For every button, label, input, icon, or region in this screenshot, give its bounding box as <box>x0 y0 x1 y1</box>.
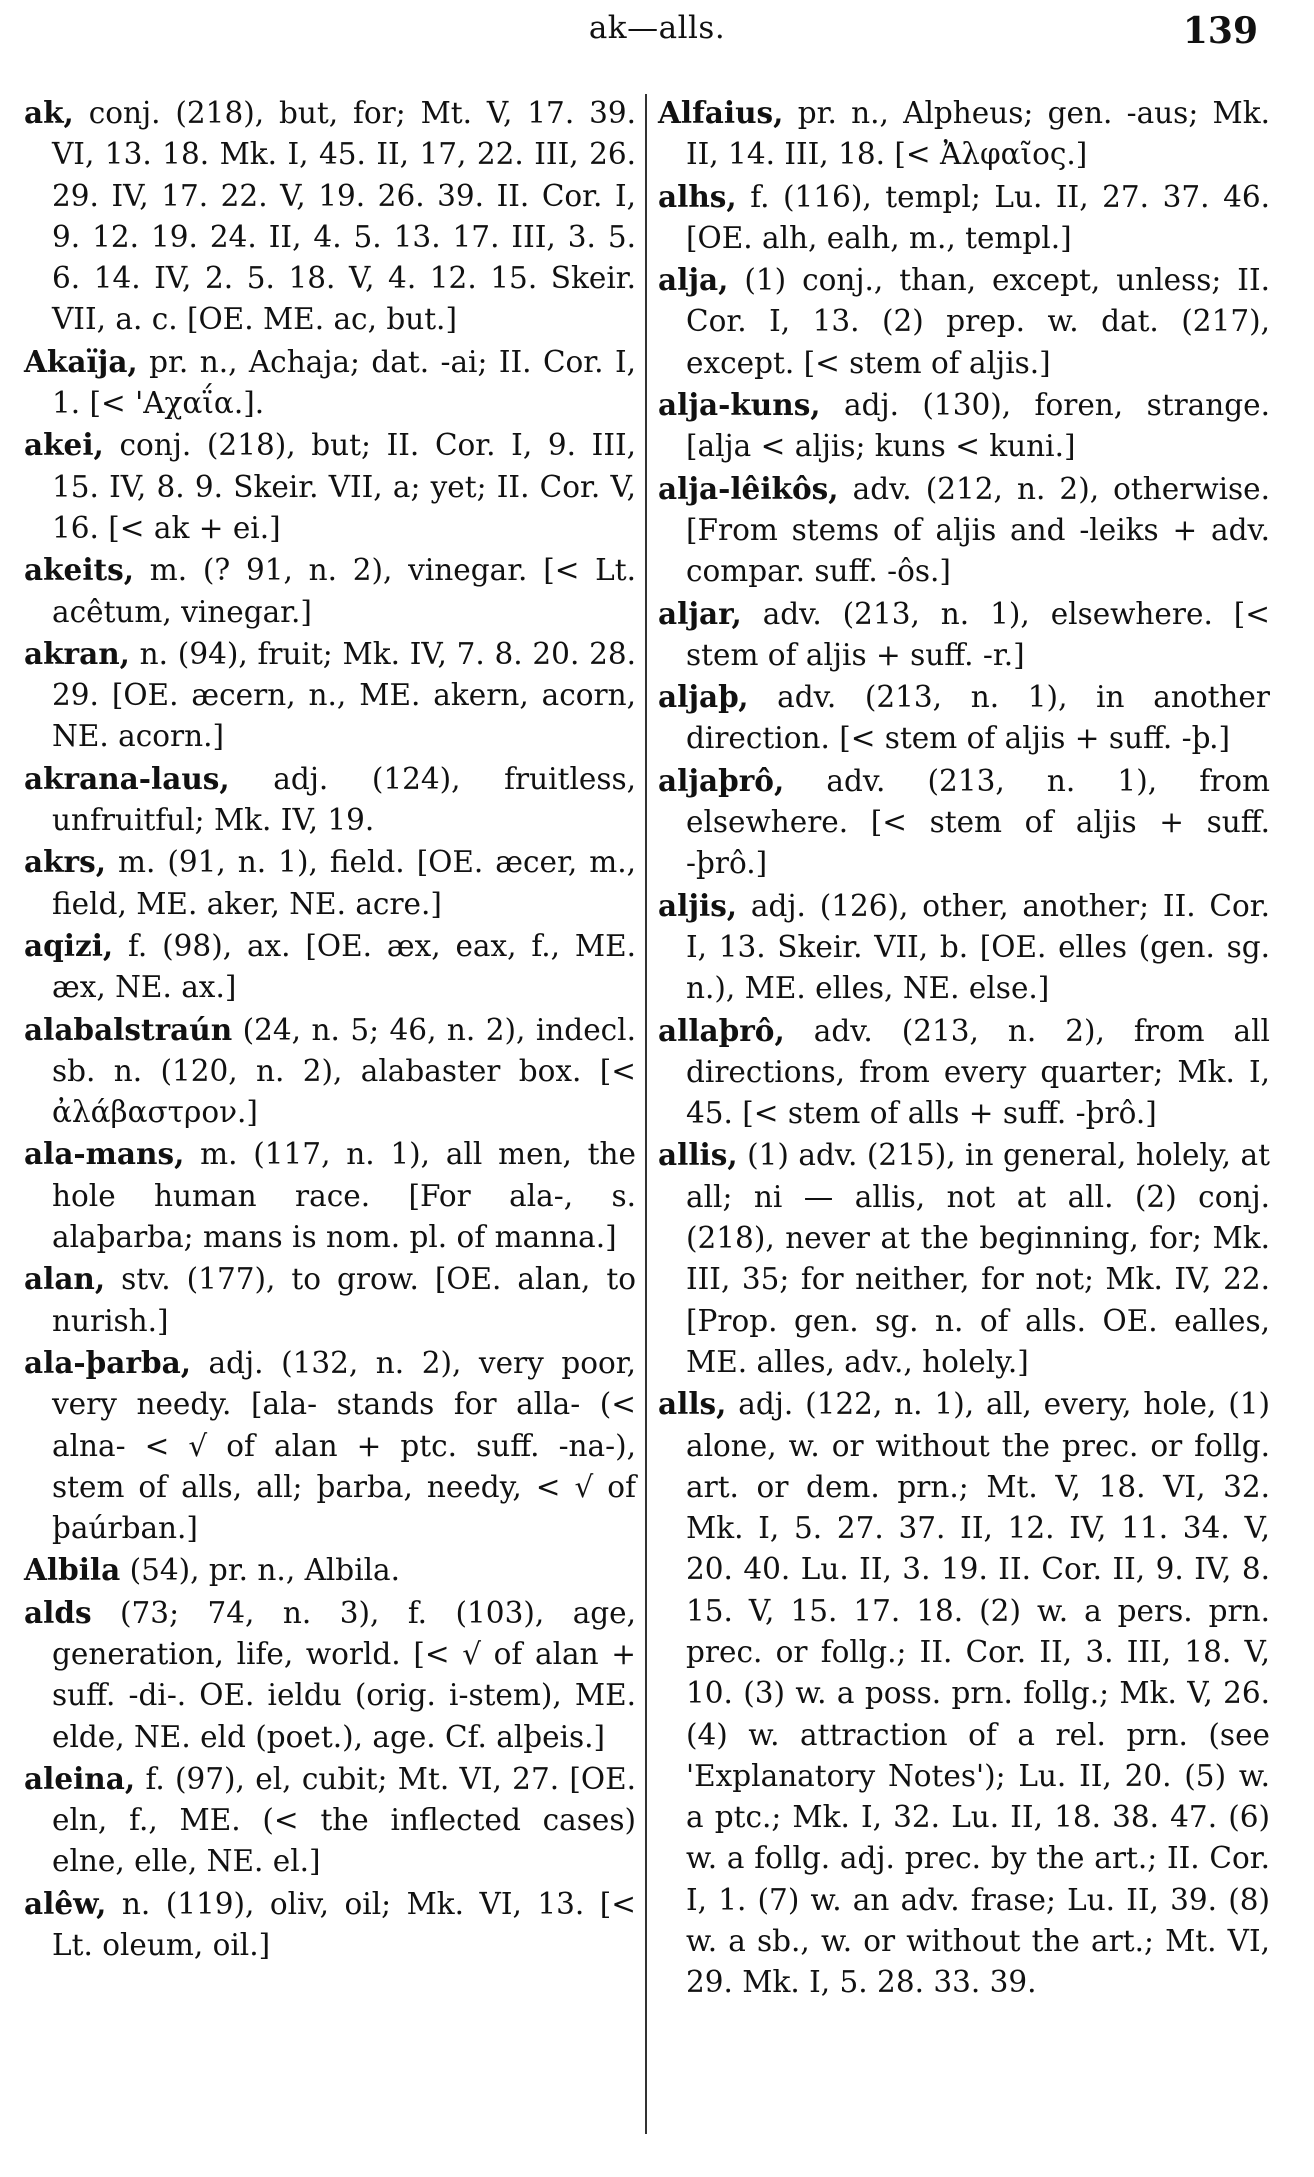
entry-definition: m. (? 91, n. 2), vinegar. [< Lt. acêtum, vinegar.] <box>52 553 636 629</box>
entry-definition: f. (116), templ; Lu. II, 27. 37. 46. [OE. alh, ealh, m., templ.] <box>686 179 1270 255</box>
dictionary-entry <box>24 341 636 425</box>
entry-headword: aqizi, <box>24 927 114 963</box>
entry-headword: ak, <box>24 95 74 130</box>
entry-headword: akrs, <box>24 844 106 880</box>
running-head: ak—alls. <box>588 10 726 46</box>
entry-headword: ala-þarba, <box>24 1344 191 1380</box>
dictionary-entry <box>658 885 1270 1010</box>
entry-definition: adj. (130), foren, strange. [alja < aljis; kuns < kuni.] <box>686 388 1270 464</box>
entry-definition: m. (117, n. 1), all men, the hole human race. [For ala-, s. alaþarba; mans is nom. pl. of manna.] <box>52 1137 636 1255</box>
dictionary-entry <box>24 925 636 1009</box>
left-column <box>24 92 636 1966</box>
entry-definition: (1) adv. (215), in general, holely, at all; ni — allis, not at all. (2) conj. (218), never at the beginning, for; Mk. III, 35; for neither, for not; Mk. IV, 22. [Prop. gen. sg. n. of alls. OE. ealles, ME. alles, adv., holely.] <box>686 1138 1270 1379</box>
entry-headword: alls, <box>658 1386 727 1422</box>
dictionary-entry <box>658 593 1270 677</box>
entry-headword: akrana-laus, <box>24 760 230 796</box>
entry-headword: aljar, <box>658 595 742 631</box>
dictionary-entry <box>24 92 636 341</box>
dictionary-entry <box>658 384 1270 468</box>
entry-definition: adv. (213, n. 1), in another direction. [< stem of aljis + suff. -þ.] <box>686 680 1270 756</box>
dictionary-entry <box>658 1134 1270 1383</box>
entry-headword: alja-kuns, <box>658 387 821 423</box>
entry-headword: Alfaius, <box>658 95 784 130</box>
entry-headword: akei, <box>24 427 104 463</box>
dictionary-entry <box>658 468 1270 593</box>
entry-definition: conj. (218), but; II. Cor. I, 9. III, 15. IV, 8. 9. Skeir. VII, a; yet; II. Cor. V, 16. [< ak + ei.] <box>52 428 636 545</box>
entry-definition: (73; 74, n. 3), f. (103), age, generation, life, world. [< √ of alan + suff. -di-. OE. ieldu (orig. i-stem), ME. elde, NE. eld (poet.), age. Cf. alþeis.] <box>52 1595 636 1754</box>
page-number: 139 <box>1182 10 1258 52</box>
entry-headword: allis, <box>658 1137 738 1173</box>
dictionary-entry <box>24 758 636 842</box>
dictionary-entry <box>24 1258 636 1342</box>
entry-headword: alêw, <box>24 1885 107 1921</box>
entry-definition: (54), pr. n., Albila. <box>120 1553 401 1588</box>
column-divider <box>645 94 647 2134</box>
entry-headword: Akaïja, <box>24 343 138 379</box>
dictionary-entry <box>24 1549 636 1591</box>
entry-definition: stv. (177), to grow. [OE. alan, to nurish.] <box>52 1262 636 1338</box>
dictionary-entry <box>24 1592 636 1758</box>
dictionary-entry <box>24 1883 636 1967</box>
entry-definition: adj. (124), fruitless, unfruitful; Mk. IV, 19. <box>52 761 636 838</box>
entry-definition: adj. (132, n. 2), very poor, very needy. [ala- stands for alla- (< alna- < √ of alan + ptc. suff. -na-), stem of alls, all; þarba, needy, < √ of þaúrban.] <box>52 1345 636 1546</box>
right-column <box>658 92 1270 2004</box>
entry-definition: adv. (213, n. 1), elsewhere. [< stem of aljis + suff. -r.] <box>686 596 1270 672</box>
dictionary-entry <box>24 633 636 758</box>
dictionary-entry <box>24 841 636 925</box>
dictionary-entry <box>658 676 1270 760</box>
entry-headword: aljis, <box>658 887 738 923</box>
entry-definition: pr. n., Achaja; dat. -ai; II. Cor. I, 1. [< 'Αχαΐα.]. <box>52 344 636 421</box>
dictionary-entry <box>658 92 1270 176</box>
entry-definition: n. (119), oliv, oil; Mk. VI, 13. [< Lt. oleum, oil.] <box>52 1886 636 1963</box>
entry-headword: alja, <box>658 262 729 298</box>
page-header <box>0 4 1314 64</box>
dictionary-entry <box>658 760 1270 885</box>
entry-definition: adv. (213, n. 1), from elsewhere. [< stem of aljis + suff. -þrô.] <box>686 763 1270 881</box>
dictionary-entry <box>24 1009 636 1134</box>
dictionary-entry <box>24 1758 636 1883</box>
dictionary-entry <box>658 1383 1270 2003</box>
dictionary-entry <box>658 176 1270 260</box>
entry-definition: f. (98), ax. [OE. æx, eax, f., ME. æx, NE. ax.] <box>52 928 636 1005</box>
entry-headword: aljaþ, <box>658 679 749 715</box>
entry-headword: alja-lêikôs, <box>658 470 839 506</box>
entry-definition: adj. (126), other, another; II. Cor. I, 13. Skeir. VII, b. [OE. elles (gen. sg. n.), ME. elles, NE. else.] <box>686 888 1270 1006</box>
entry-definition: (24, n. 5; 46, n. 2), indecl. sb. n. (120, n. 2), alabaster box. [< ἀλάβαστρον.] <box>52 1012 636 1130</box>
dictionary-entry <box>24 549 636 633</box>
entry-definition: adv. (213, n. 2), from all directions, from every quarter; Mk. I, 45. [< stem of alls + suff. -þrô.] <box>686 1013 1270 1131</box>
entry-headword: alan, <box>24 1261 106 1297</box>
entry-headword: akran, <box>24 635 130 671</box>
dictionary-entry <box>24 1342 636 1549</box>
entry-headword: akeits, <box>24 552 135 588</box>
entry-definition: n. (94), fruit; Mk. IV, 7. 8. 20. 28. 29. [OE. æcern, n., ME. akern, acorn, NE. acorn.] <box>52 636 636 754</box>
dictionary-entry <box>658 1010 1270 1135</box>
entry-definition: conj. (218), but, for; Mt. V, 17. 39. VI, 13. 18. Mk. I, 45. II, 17, 22. III, 26. 29. IV, 17. 22. V, 19. 26. 39. II. Cor. I, 9. 12. 19. 24. II, 4. 5. 13. 17. III, 3. 5. 6. 14. IV, 2. 5. 18. V, 4. 12. 15. Skeir. VII, a. c. [OE. ME. ac, but.] <box>52 96 636 337</box>
entry-definition: pr. n., Alpheus; gen. -aus; Mk. II, 14. III, 18. [< Ἀλφαῖος.] <box>686 96 1270 172</box>
entry-headword: Albila <box>24 1552 121 1588</box>
entry-headword: allaþrô, <box>658 1012 785 1048</box>
entry-headword: ala-mans, <box>24 1136 185 1172</box>
dictionary-entry <box>24 1133 636 1258</box>
entry-headword: alabalstraún <box>24 1011 233 1047</box>
entry-headword: aljaþrô, <box>658 762 785 798</box>
entry-definition: f. (97), el, cubit; Mt. VI, 27. [OE. eln, f., ME. (< the inflected cases) elne, elle, NE. el.] <box>52 1761 636 1879</box>
entry-definition: m. (91, n. 1), field. [OE. æcer, m., field, ME. aker, NE. acre.] <box>52 845 636 921</box>
entry-definition: adj. (122, n. 1), all, every, hole, (1) alone, w. or without the prec. or follg. art. or dem. prn.; Mt. V, 18. VI, 32. Mk. I, 5. 27. 37. II, 12. IV, 11. 34. V, 20. 40. Lu. II, 3. 19. II. Cor. II, 9. IV, 8. 15. V, 15. 17. 18. (2) w. a pers. prn. prec. or follg.; II. Cor. II, 3. III, 18. V, 10. (3) w. a poss. prn. follg.; Mk. V, 26. (4) w. attraction of a rel. prn. (see 'Explanatory Notes'); Lu. II, 20. (5) w. a ptc.; Mk. I, 32. Lu. II, 18. 38. 47. (6) w. a follg. adj. prec. by the art.; II. Cor. I, 1. (7) w. an adv. frase; Lu. II, 39. (8) w. a sb., w. or without the art.; Mt. VI, 29. Mk. I, 5. 28. 33. 39. <box>686 1387 1270 2000</box>
entry-headword: aleina, <box>24 1760 136 1796</box>
entry-definition: (1) conj., than, except, unless; II. Cor. I, 13. (2) prep. w. dat. (217), except. [< stem of aljis.] <box>686 263 1270 380</box>
entry-definition: adv. (212, n. 2), otherwise. [From stems of aljis and -leiks + adv. compar. suff. -ôs.] <box>686 471 1270 589</box>
dictionary-entry <box>24 424 636 549</box>
entry-headword: alds <box>24 1594 92 1630</box>
dictionary-entry <box>658 259 1270 384</box>
entry-headword: alhs, <box>658 178 737 214</box>
